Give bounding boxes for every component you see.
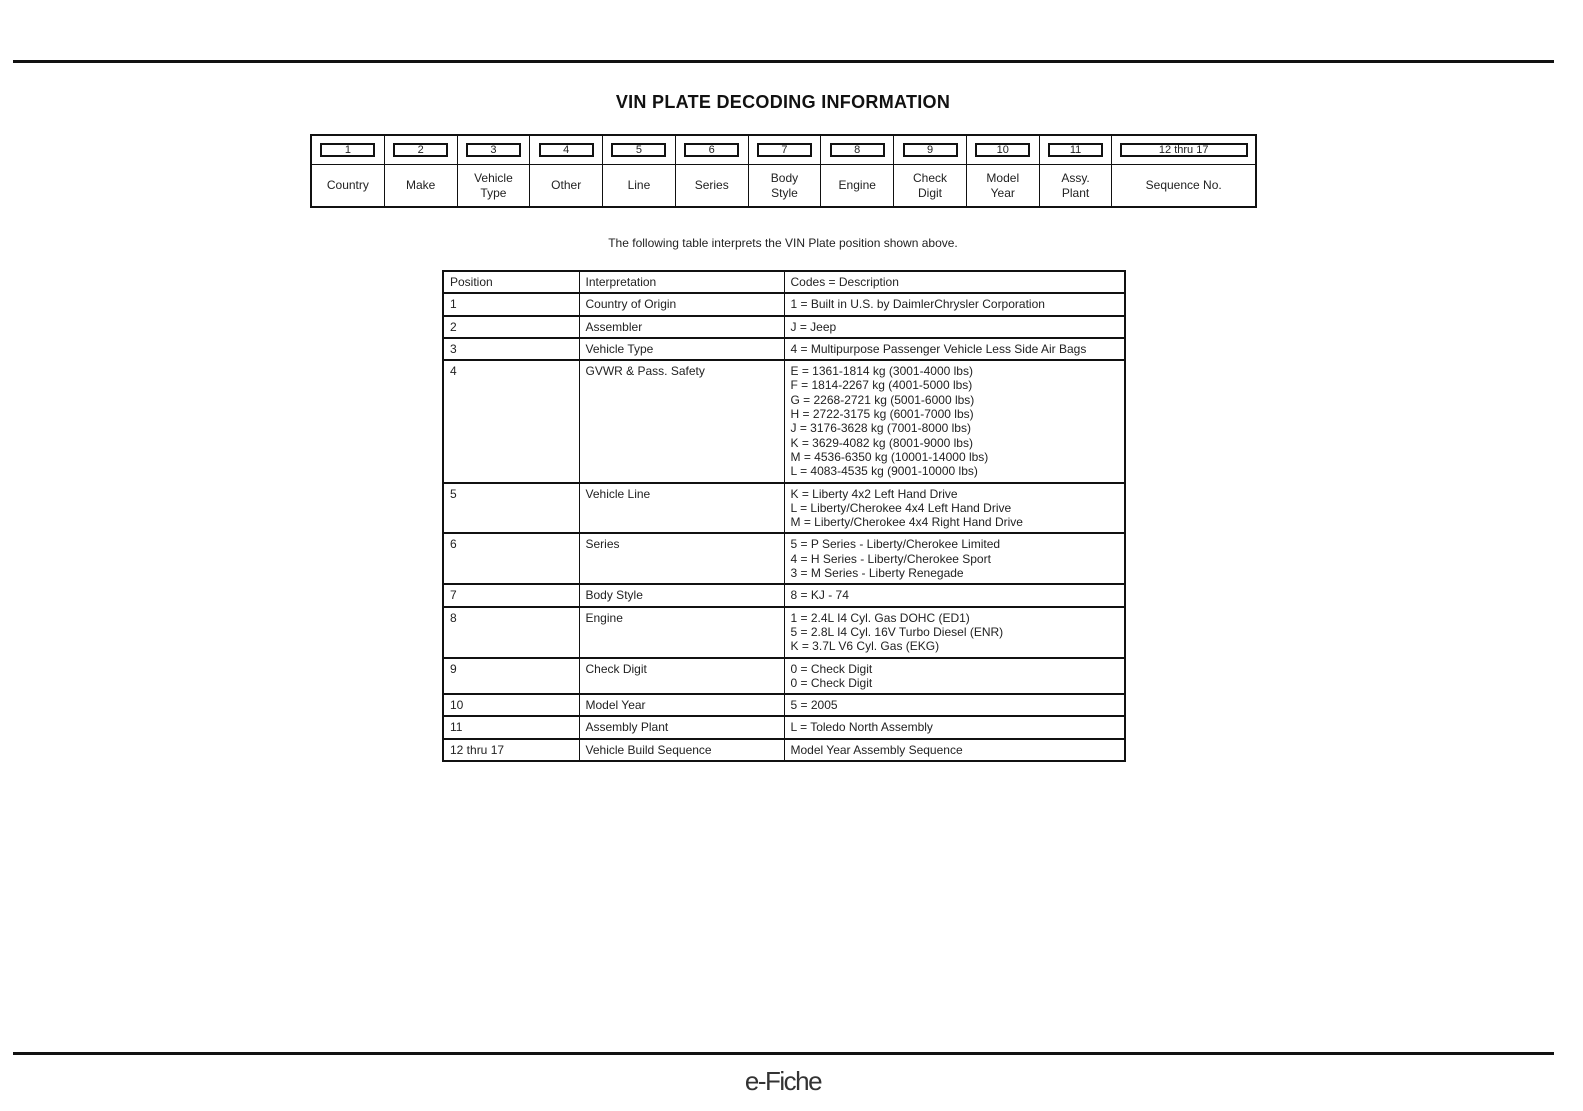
- vin-position-number: 3: [466, 143, 521, 157]
- vin-position-column: [1040, 136, 1113, 206]
- vin-position-column: [458, 136, 531, 206]
- vin-position-label: Body Style: [770, 170, 799, 200]
- cell-interpretation: Model Year: [579, 694, 784, 716]
- vin-position-number: 11: [1048, 143, 1103, 157]
- cell-position: 12 thru 17: [443, 739, 579, 761]
- vin-position-cell: [530, 136, 602, 165]
- vin-position-label: Engine: [838, 178, 876, 192]
- cell-position: 4: [443, 360, 579, 482]
- header-position: Position: [443, 271, 579, 293]
- table-row: [443, 316, 1125, 338]
- table-row: [443, 293, 1125, 315]
- table-row: [443, 533, 1125, 584]
- code-line: J = 3176-3628 kg (7001-8000 lbs): [790, 421, 971, 436]
- vin-position-number: 5: [611, 143, 666, 157]
- vin-position-cell: [1040, 136, 1112, 165]
- code-line: J = Jeep: [790, 319, 837, 334]
- vin-position-number: 8: [830, 143, 885, 157]
- code-line: 3 = M Series - Liberty Renegade: [790, 566, 964, 581]
- cell-position: 1: [443, 293, 579, 315]
- vin-position-number: 6: [684, 143, 739, 157]
- vin-position-label: Line: [627, 178, 651, 192]
- cell-position: 7: [443, 584, 579, 606]
- vin-position-label: Country: [326, 178, 369, 192]
- cell-interpretation: Assembler: [579, 316, 784, 338]
- vin-position-column: [312, 136, 385, 206]
- code-line: 4 = Multipurpose Passenger Vehicle Less Side Air Bags: [790, 341, 1087, 356]
- code-line: 1 = Built in U.S. by DaimlerChrysler Corporation: [790, 297, 1045, 312]
- vin-position-number: 4: [539, 143, 594, 157]
- cell-position: 5: [443, 483, 579, 534]
- table-row: [443, 739, 1125, 761]
- table-row: [443, 694, 1125, 716]
- code-line: K = 3.7L V6 Cyl. Gas (EKG): [790, 639, 940, 654]
- vin-position-number: 12 thru 17: [1120, 143, 1248, 157]
- code-line: 8 = KJ - 74: [790, 588, 849, 603]
- vin-position-column: [385, 136, 458, 206]
- vin-position-column: [894, 136, 967, 206]
- cell-position: 10: [443, 694, 579, 716]
- vin-position-column: [530, 136, 603, 206]
- table-header-row: [443, 271, 1125, 293]
- top-rule: [13, 60, 1554, 63]
- intro-text: The following table interprets the VIN Plate position shown above.: [608, 236, 958, 250]
- cell-codes: [784, 293, 1125, 315]
- vin-position-column: [603, 136, 676, 206]
- table-row: [443, 658, 1125, 695]
- cell-position: 9: [443, 658, 579, 695]
- vin-position-cell: [385, 136, 457, 165]
- table-row: [443, 360, 1125, 482]
- vin-position-label: Assy. Plant: [1061, 170, 1090, 200]
- cell-position: 2: [443, 316, 579, 338]
- decode-table: [442, 270, 1126, 762]
- code-line: L = Liberty/Cherokee 4x4 Left Hand Drive: [790, 500, 1012, 515]
- code-line: 1 = 2.4L I4 Cyl. Gas DOHC (ED1): [790, 610, 970, 625]
- code-line: 5 = 2005: [790, 698, 838, 713]
- code-line: 5 = P Series - Liberty/Cherokee Limited: [790, 537, 1001, 552]
- vin-position-label: Sequence No.: [1145, 178, 1222, 192]
- vin-position-cell: [676, 136, 748, 165]
- vin-position-column: [821, 136, 894, 206]
- bottom-rule: [13, 1052, 1554, 1055]
- vin-position-number: 1: [320, 143, 375, 157]
- cell-codes: [784, 739, 1125, 761]
- vin-position-cell: [967, 136, 1039, 165]
- cell-codes: [784, 716, 1125, 738]
- cell-interpretation: Vehicle Type: [579, 338, 784, 360]
- code-line: 0 = Check Digit: [790, 661, 873, 676]
- vin-position-cell: [1112, 136, 1255, 165]
- cell-codes: [784, 694, 1125, 716]
- vin-position-column: [676, 136, 749, 206]
- code-line: L = Toledo North Assembly: [790, 720, 933, 735]
- cell-interpretation: GVWR & Pass. Safety: [579, 360, 784, 482]
- cell-codes: [784, 658, 1125, 695]
- vin-position-cell: [312, 136, 384, 165]
- cell-interpretation: Country of Origin: [579, 293, 784, 315]
- vin-position-column: [967, 136, 1040, 206]
- code-line: M = 4536-6350 kg (10001-14000 lbs): [790, 449, 989, 464]
- vin-position-label: Model Year: [986, 170, 1020, 200]
- table-row: [443, 483, 1125, 534]
- cell-codes: [784, 584, 1125, 606]
- table-row: [443, 607, 1125, 658]
- cell-interpretation: Engine: [579, 607, 784, 658]
- code-line: G = 2268-2721 kg (5001-6000 lbs): [790, 392, 975, 407]
- code-line: K = Liberty 4x2 Left Hand Drive: [790, 486, 958, 501]
- header-interpretation: Interpretation: [579, 271, 784, 293]
- code-line: 5 = 2.8L I4 Cyl. 16V Turbo Diesel (ENR): [790, 624, 1004, 639]
- cell-codes: [784, 316, 1125, 338]
- cell-codes: [784, 338, 1125, 360]
- code-line: H = 2722-3175 kg (6001-7000 lbs): [790, 407, 974, 422]
- vin-position-label: Check Digit: [913, 170, 948, 200]
- cell-interpretation: Series: [579, 533, 784, 584]
- table-row: [443, 716, 1125, 738]
- vin-position-label: Series: [694, 178, 729, 192]
- code-line: 0 = Check Digit: [790, 675, 873, 690]
- vin-plate-diagram: [310, 134, 1257, 208]
- code-line: Model Year Assembly Sequence: [790, 742, 963, 757]
- code-line: L = 4083-4535 kg (9001-10000 lbs): [790, 464, 978, 479]
- code-line: K = 3629-4082 kg (8001-9000 lbs): [790, 435, 973, 450]
- vin-position-cell: [821, 136, 893, 165]
- vin-position-cell: [603, 136, 675, 165]
- vin-position-cell: [894, 136, 966, 165]
- page-title: VIN PLATE DECODING INFORMATION: [615, 92, 951, 112]
- vin-position-label: Make: [405, 178, 436, 192]
- cell-codes: [784, 607, 1125, 658]
- cell-interpretation: Vehicle Line: [579, 483, 784, 534]
- cell-position: 6: [443, 533, 579, 584]
- vin-position-column: [749, 136, 822, 206]
- cell-position: 8: [443, 607, 579, 658]
- code-line: F = 1814-2267 kg (4001-5000 lbs): [790, 378, 973, 393]
- header-codes: Codes = Description: [784, 271, 1125, 293]
- vin-position-column: [1112, 136, 1255, 206]
- table-row: [443, 584, 1125, 606]
- table-row: [443, 338, 1125, 360]
- cell-interpretation: Check Digit: [579, 658, 784, 695]
- vin-position-label: Vehicle Type: [474, 170, 513, 200]
- cell-interpretation: Assembly Plant: [579, 716, 784, 738]
- cell-position: 3: [443, 338, 579, 360]
- vin-position-number: 9: [903, 143, 958, 157]
- cell-codes: [784, 533, 1125, 584]
- vin-position-cell: [749, 136, 821, 165]
- vin-position-number: 7: [757, 143, 812, 157]
- efiche-logo: e-Fiche: [744, 1066, 822, 1096]
- cell-interpretation: Body Style: [579, 584, 784, 606]
- cell-position: 11: [443, 716, 579, 738]
- vin-position-cell: [458, 136, 530, 165]
- code-line: E = 1361-1814 kg (3001-4000 lbs): [790, 364, 973, 379]
- vin-position-number: 2: [393, 143, 448, 157]
- cell-interpretation: Vehicle Build Sequence: [579, 739, 784, 761]
- cell-codes: [784, 483, 1125, 534]
- vin-position-label: Other: [551, 178, 582, 192]
- vin-position-number: 10: [975, 143, 1030, 157]
- code-line: M = Liberty/Cherokee 4x4 Right Hand Drive: [790, 515, 1023, 530]
- cell-codes: [784, 360, 1125, 482]
- code-line: 4 = H Series - Liberty/Cherokee Sport: [790, 551, 991, 566]
